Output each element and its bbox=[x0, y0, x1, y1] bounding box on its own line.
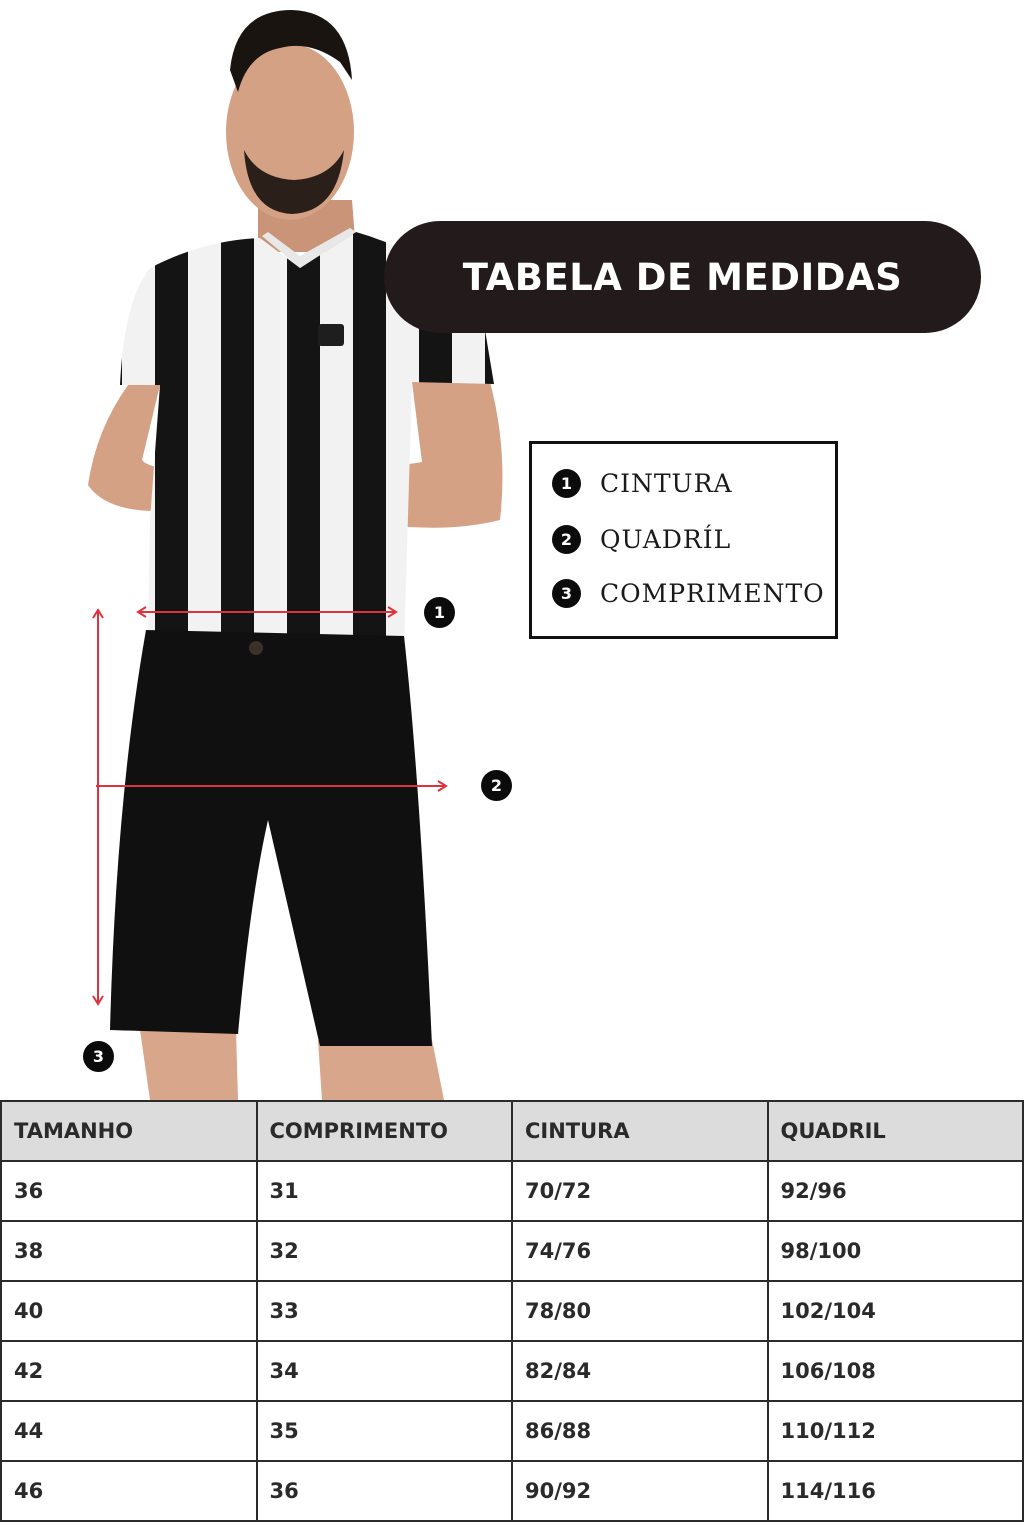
cell-cintura: 70/72 bbox=[512, 1161, 768, 1221]
cell-quadril: 98/100 bbox=[768, 1221, 1024, 1281]
legend-number: 3 bbox=[552, 579, 581, 608]
cell-cintura: 90/92 bbox=[512, 1461, 768, 1521]
cell-quadril: 110/112 bbox=[768, 1401, 1024, 1461]
table-row bbox=[1, 1341, 1023, 1401]
cell-quadril: 92/96 bbox=[768, 1161, 1024, 1221]
cell-tamanho: 42 bbox=[1, 1341, 257, 1401]
cell-tamanho: 36 bbox=[1, 1161, 257, 1221]
legend-label: QUADRÍL bbox=[600, 525, 732, 554]
cell-quadril: 106/108 bbox=[768, 1341, 1024, 1401]
cell-cintura: 74/76 bbox=[512, 1221, 768, 1281]
header-tamanho: TAMANHO bbox=[1, 1101, 257, 1161]
size-table bbox=[0, 1100, 1024, 1522]
cell-comprimento: 35 bbox=[257, 1401, 513, 1461]
table-row bbox=[1, 1281, 1023, 1341]
measure-line-comprimento bbox=[93, 610, 103, 1004]
table-row bbox=[1, 1161, 1023, 1221]
cell-tamanho: 46 bbox=[1, 1461, 257, 1521]
cell-cintura: 78/80 bbox=[512, 1281, 768, 1341]
cell-tamanho: 44 bbox=[1, 1401, 257, 1461]
cell-comprimento: 32 bbox=[257, 1221, 513, 1281]
legend-label: CINTURA bbox=[600, 469, 733, 498]
cell-tamanho: 40 bbox=[1, 1281, 257, 1341]
model-head bbox=[226, 10, 356, 252]
marker-number: 3 bbox=[92, 1047, 105, 1066]
page-title: TABELA DE MEDIDAS bbox=[462, 255, 903, 299]
model-shorts bbox=[110, 630, 432, 1046]
cell-comprimento: 34 bbox=[257, 1341, 513, 1401]
table-row bbox=[1, 1401, 1023, 1461]
cell-quadril: 102/104 bbox=[768, 1281, 1024, 1341]
legend-number: 1 bbox=[552, 469, 581, 498]
cell-quadril: 114/116 bbox=[768, 1461, 1024, 1521]
marker-cintura bbox=[424, 597, 455, 628]
measurement-legend bbox=[529, 441, 838, 639]
cell-comprimento: 31 bbox=[257, 1161, 513, 1221]
marker-number: 2 bbox=[490, 776, 503, 795]
cell-comprimento: 33 bbox=[257, 1281, 513, 1341]
marker-number: 1 bbox=[433, 603, 446, 622]
header-comprimento: COMPRIMENTO bbox=[257, 1101, 513, 1161]
table-row bbox=[1, 1221, 1023, 1281]
header-quadril: QUADRIL bbox=[768, 1101, 1024, 1161]
legend-item-quadril bbox=[552, 525, 731, 554]
marker-comprimento bbox=[83, 1041, 114, 1072]
marker-quadril bbox=[481, 770, 512, 801]
cell-comprimento: 36 bbox=[257, 1461, 513, 1521]
cell-tamanho: 38 bbox=[1, 1221, 257, 1281]
legend-item-cintura bbox=[552, 469, 733, 498]
table-header-row bbox=[1, 1101, 1023, 1161]
legend-number: 2 bbox=[552, 525, 581, 554]
header-cintura: CINTURA bbox=[512, 1101, 768, 1161]
legend-label: COMPRIMENTO bbox=[600, 579, 825, 608]
legend-item-comprimento bbox=[552, 579, 825, 608]
cell-cintura: 82/84 bbox=[512, 1341, 768, 1401]
title-banner bbox=[384, 221, 981, 333]
cell-cintura: 86/88 bbox=[512, 1401, 768, 1461]
table-row bbox=[1, 1461, 1023, 1521]
